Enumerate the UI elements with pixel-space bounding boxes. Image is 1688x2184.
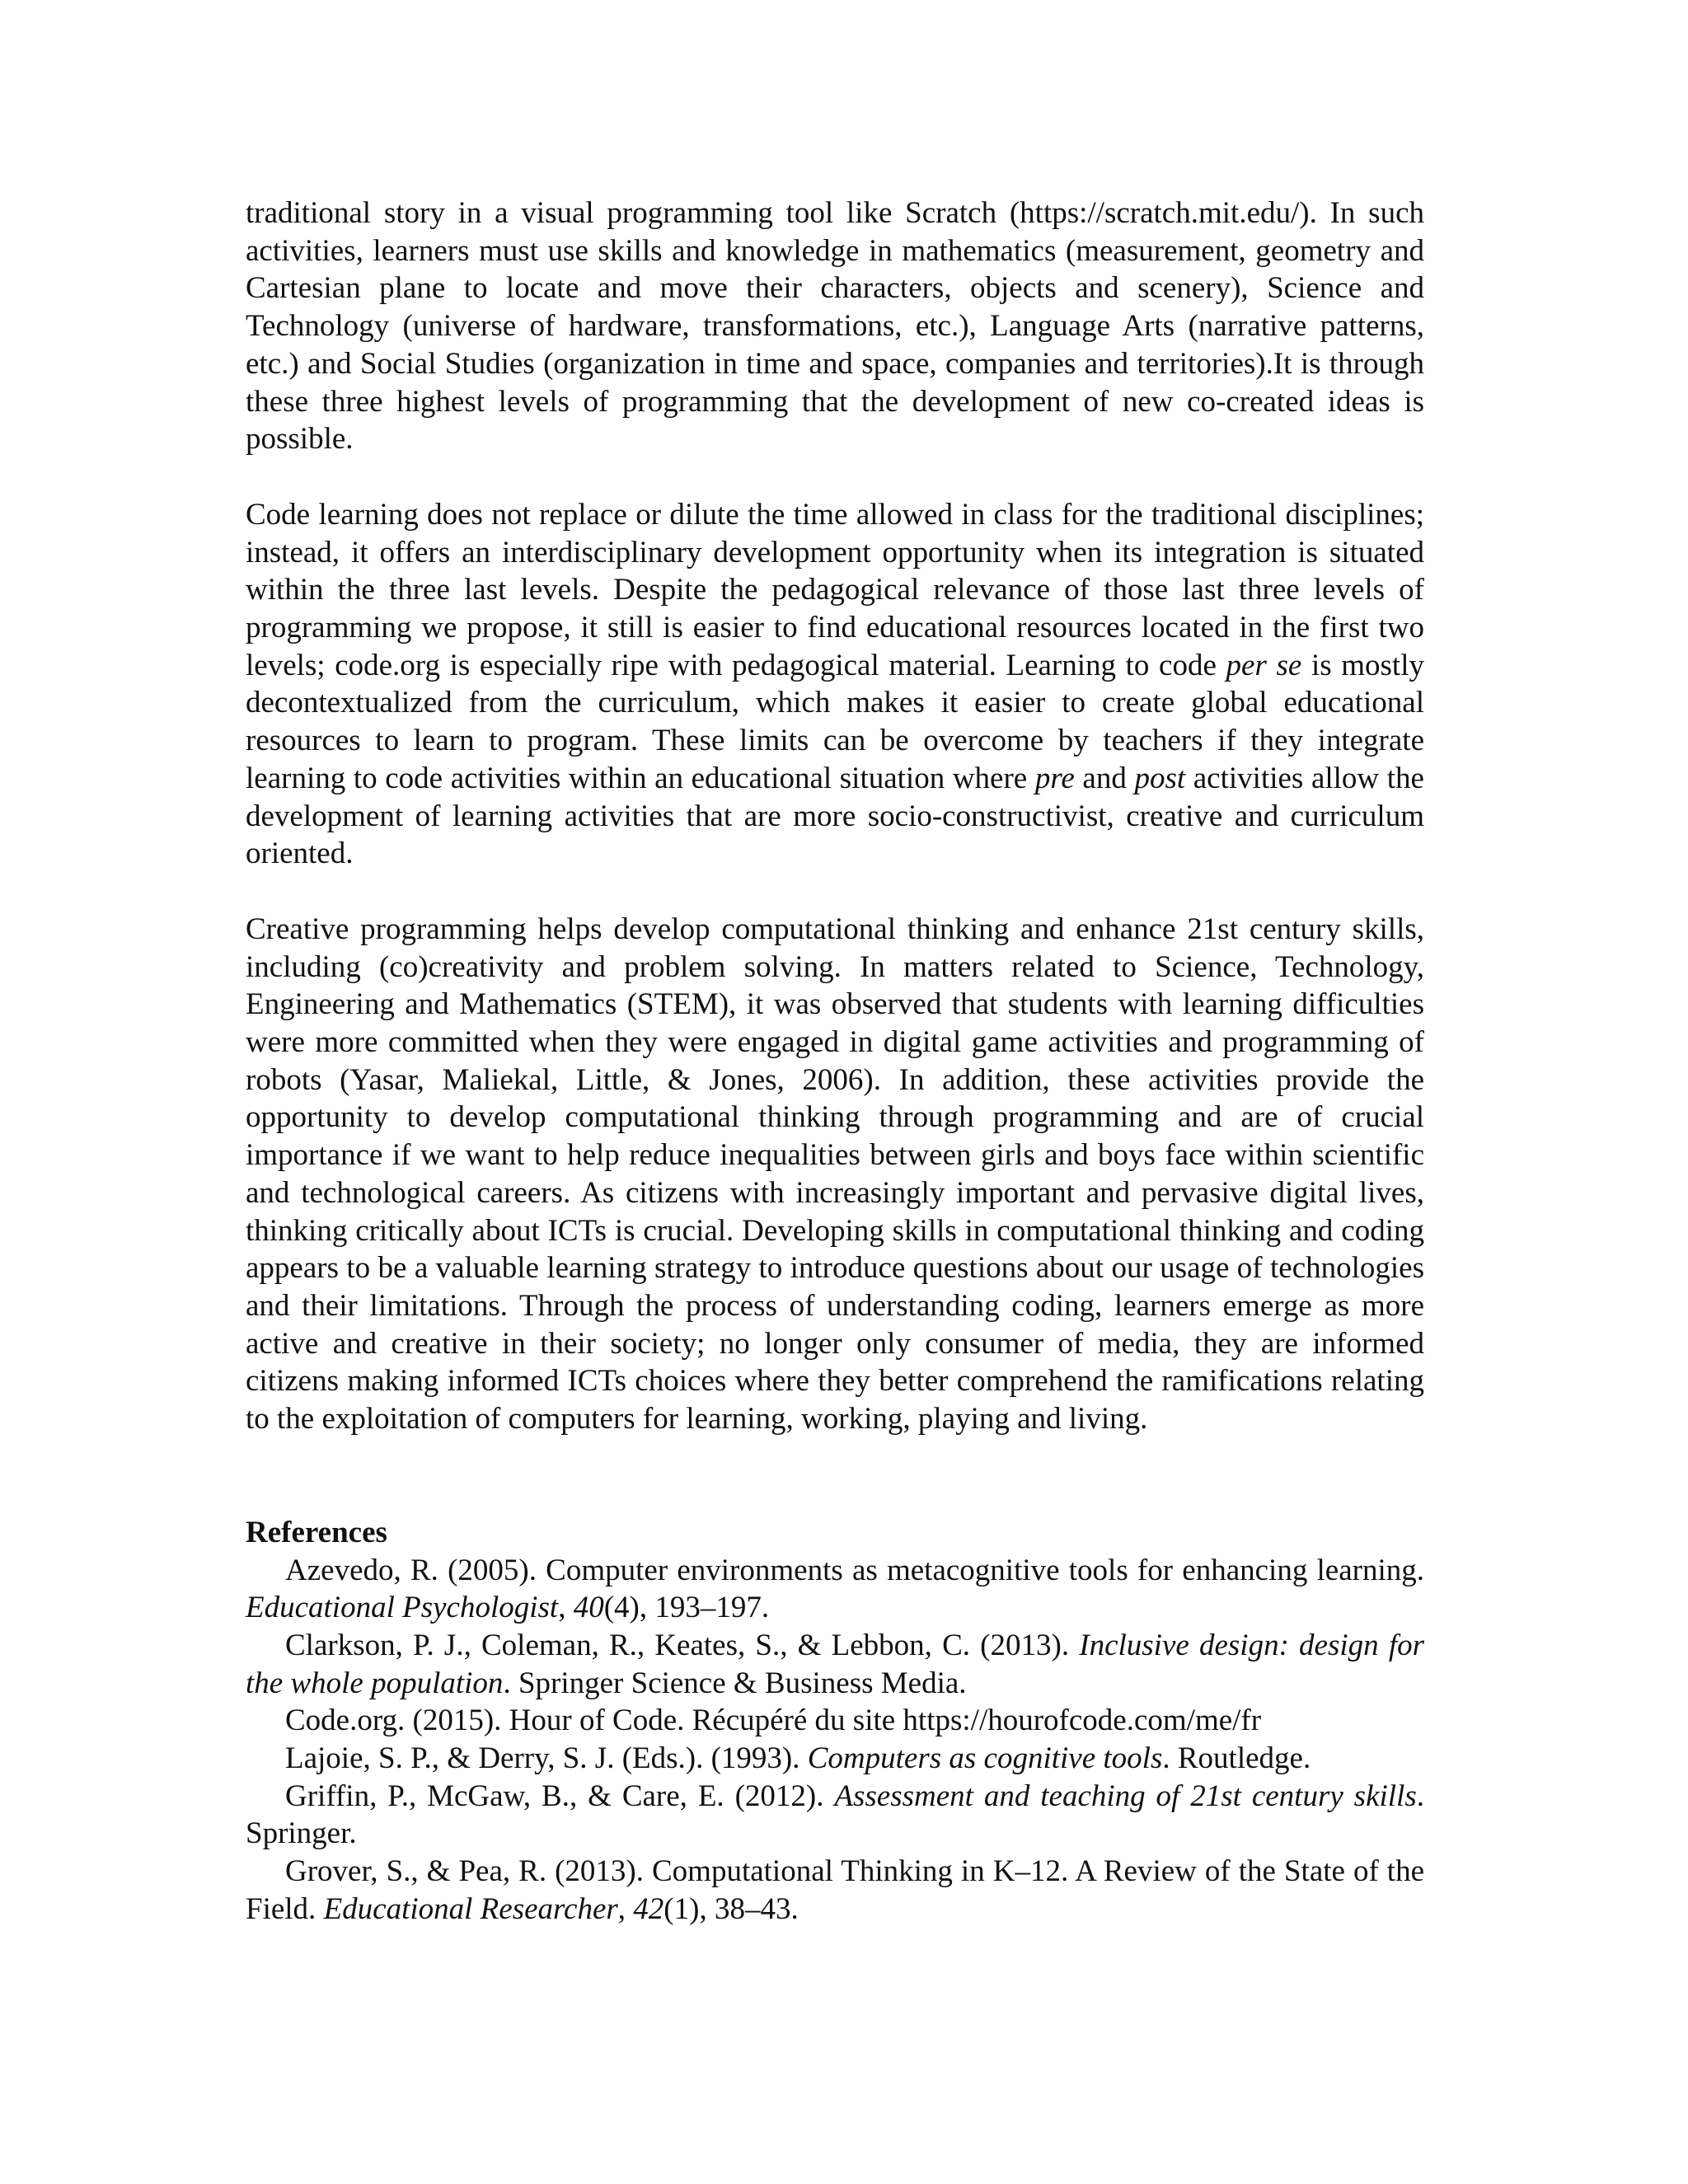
reference-entry — [246, 1627, 1424, 1702]
reference-entry — [246, 1740, 1424, 1778]
reference-entry — [246, 1778, 1424, 1853]
text-run: , — [558, 1591, 574, 1625]
text-run: Clarkson, P. J., Coleman, R., Keates, S., & Lebbon, C. (2013). — [285, 1628, 1080, 1662]
text-run: . Springer Science & Business Media. — [503, 1666, 967, 1700]
text-run: (4), 193–197. — [603, 1591, 770, 1625]
text-run: activities allow the development of learning activities that are more socio-constructivist, creative and curriculum oriented. — [246, 761, 1424, 871]
italic-text: 40 — [573, 1591, 604, 1625]
text-run: . Routledge. — [1162, 1741, 1311, 1776]
text-run: . Springer. — [246, 1779, 1424, 1851]
italic-text: Educational Researcher — [323, 1891, 618, 1926]
text-run: (1), 38–43. — [663, 1891, 799, 1926]
text-run: traditional story in a visual programming tool like Scratch (https://scratch.mit.edu/). In such activities, learners must use skills and knowledge in mathematics (measurement, geometry and Cartesian plane to locate and move their characters, objects and scenery), Science and Technology (universe of hardware, transformations, etc.), Language Arts (narrative patterns, etc.) and Social Studies (organization in time and space, companies and territories).It is through these three highest levels of programming that the development of new co-created ideas is possible. — [246, 196, 1424, 457]
document-page — [246, 194, 1424, 1929]
reference-entry — [246, 1853, 1424, 1928]
italic-text: Computers as cognitive tools — [807, 1741, 1163, 1776]
italic-text: Assessment and teaching of 21st century skills — [834, 1779, 1417, 1813]
section-spacer — [246, 1438, 1424, 1514]
italic-text: Educational Psychologist — [246, 1591, 559, 1625]
text-run: , — [617, 1891, 634, 1926]
text-run: Creative programming helps develop computational thinking and enhance 21st century skills, including (co)creativity and problem solving. In matters related to Science, Technology, Engineering and Mathematics (STEM), it was observed that students with learning difficulties were more committed when they were engaged in digital game activities and programming of robots (Yasar, Maliekal, Little, & Jones, 2006). In addition, these activities provide the opportunity to develop computational thinking through programming and are of crucial importance if we want to help reduce inequalities between girls and boys face within scientific and technological careers. As citizens with increasingly important and pervasive digital lives, thinking critically about ICTs is crucial. Developing skills in computational thinking and coding appears to be a valuable learning strategy to introduce questions about our usage of technologies and their limitations. Through the process of understanding coding, learners emerge as more active and creative in their society; no longer only consumer of media, they are informed citizens making informed ICTs choices where they better comprehend the ramifications relating to the exploitation of computers for learning, working, playing and living. — [246, 912, 1424, 1436]
paragraph-spacer — [246, 873, 1424, 911]
reference-entry — [246, 1702, 1424, 1740]
references-heading: References — [246, 1515, 387, 1549]
paragraph-spacer — [246, 458, 1424, 496]
text-run: Code learning does not replace or dilute the time allowed in class for the traditional disciplines; instead, it offers an interdisciplinary development opportunity when its integration is situated within the three last levels. Despite the pedagogical relevance of those last three levels of programming we propose, it still is easier to find educational resources located in the first two levels; code.org is especially ripe with pedagogical material. Learning to code — [246, 497, 1424, 682]
body-paragraph — [246, 911, 1424, 1438]
text-run: Code.org. (2015). Hour of Code. Récupéré du site https://hourofcode.com/me/fr — [285, 1704, 1262, 1738]
italic-text: Inclusive design: design for the whole population — [246, 1628, 1425, 1700]
text-run: Lajoie, S. P., & Derry, S. J. (Eds.). (1993). — [285, 1741, 808, 1776]
text-run: and — [1074, 761, 1135, 795]
italic-text: pre — [1034, 761, 1075, 795]
body-paragraph — [246, 194, 1424, 458]
italic-text: 42 — [633, 1891, 664, 1926]
body-paragraph — [246, 496, 1424, 873]
text-run: Azevedo, R. (2005). Computer environments as metacognitive tools for enhancing learning. — [285, 1553, 1424, 1587]
italic-text: post — [1134, 761, 1186, 795]
italic-text: per se — [1226, 648, 1302, 682]
references-section — [246, 1514, 1424, 1929]
reference-entry — [246, 1552, 1424, 1627]
references-list — [246, 1552, 1424, 1929]
text-run: is mostly decontextualized from the curriculum, which makes it easier to create global educational resources to learn to program. These limits can be overcome by teachers if they integrate learning to code activities within an educational situation where — [246, 648, 1424, 795]
text-run: Griffin, P., McGaw, B., & Care, E. (2012). — [285, 1779, 835, 1813]
text-run: Grover, S., & Pea, R. (2013). Computational Thinking in K–12. A Review of the State of the Field. — [246, 1854, 1424, 1926]
